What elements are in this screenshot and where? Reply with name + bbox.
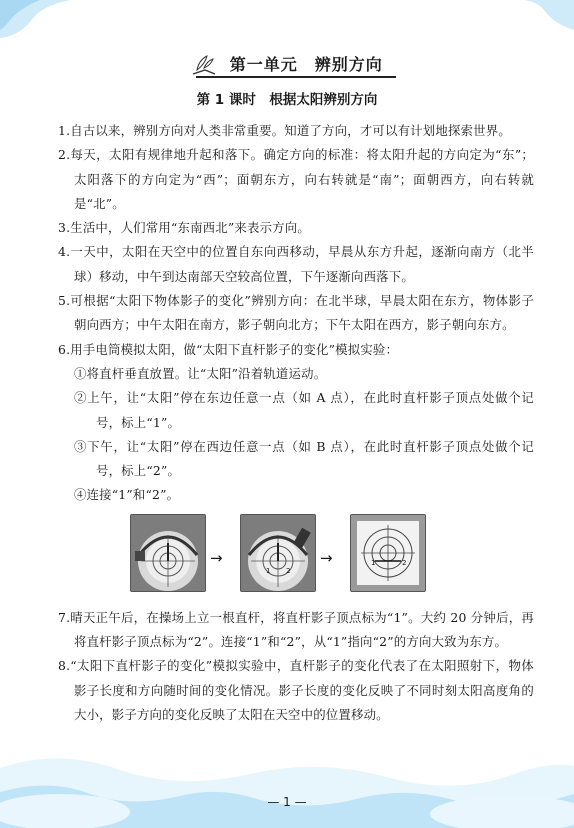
list-item (58, 338, 534, 362)
unit-title-text: 第一单元 辨别方向 (229, 55, 383, 74)
list-item (58, 216, 534, 240)
item-number: 5. (58, 293, 71, 309)
item-number: 6. (58, 341, 71, 357)
step-number: ③ (74, 438, 88, 454)
item-number: 2. (58, 147, 71, 163)
cloud-decoration (0, 708, 574, 828)
main-content (58, 119, 534, 727)
item-number: 1. (58, 123, 71, 138)
step-text: 上午，让“太阳”停在东边任意一点（如 A 点），在此时直杆影子顶点处做个记号，标上“1”。 (87, 390, 534, 430)
item-number: 7. (58, 609, 71, 625)
item-number: 4. (58, 244, 71, 260)
unit-title-underline (196, 76, 396, 78)
experiment-photo-afternoon (240, 514, 316, 592)
step-text: 连接“1”和“2”。 (86, 487, 180, 503)
corner-decoration-top-left (0, 0, 70, 40)
page-number: — 1 — (267, 795, 307, 809)
item-number: 3. (58, 220, 71, 236)
item-text: 可根据“太阳下物体影子的变化”辨别方向：在北半球，早晨太阳在东方，物体影子朝向西方；中午太阳在南方，影子朝向北方；下午太阳在西方，影子朝向东方。 (70, 293, 534, 333)
sub-step (58, 483, 534, 507)
leaf-book-icon (191, 54, 217, 76)
mark-label: 1 (371, 558, 376, 567)
item-text: 自古以来，辨别方向对人类非常重要。知道了方向，才可以有计划地探索世界。 (70, 123, 511, 138)
arrow-icon: → (320, 548, 333, 567)
list-item (58, 606, 534, 655)
list-item (58, 289, 534, 338)
sub-step (58, 386, 534, 435)
step-text: 下午，让“太阳”停在西边任意一点（如 B 点），在此时直杆影子顶点处做个记号，标上“2”。 (87, 438, 534, 479)
mark-label: 1 (266, 566, 271, 575)
item-text: 晴天正午后，在操场上立一根直杆，将直杆影子顶点标为“1”。大约 20 分钟后，再将直杆影子顶点标为“2”。连接“1”和“2”，从“1”指向“2”的方向大致为东方。 (70, 609, 534, 650)
sub-step (58, 362, 534, 386)
step-number: ② (74, 390, 88, 406)
unit-title (0, 52, 574, 76)
item-number: 8. (58, 658, 71, 674)
list-item (58, 119, 534, 143)
list-item (58, 143, 534, 216)
item-text: 用手电筒模拟太阳，做“太阳下直杆影子的变化”模拟实验： (70, 341, 399, 357)
experiment-figures (58, 514, 534, 598)
item-text: 生活中，人们常用“东南西北”来表示方向。 (70, 220, 310, 236)
step-number: ① (74, 365, 87, 381)
experiment-photo-morning (130, 514, 206, 592)
lesson-title: 第 1 课时 根据太阳辨别方向 (196, 92, 378, 108)
list-item (58, 240, 534, 289)
item-text: “太阳下直杆影子的变化”模拟实验中，直杆影子的变化代表了在太阳照射下，物体影子长度和方向随时间的变化情况。影子长度的变化反映了不同时刻太阳高度角的大小，影子方向的变化反映了太阳在天空中的位置移动。 (70, 658, 534, 722)
sub-step (58, 435, 534, 484)
arrow-icon: → (210, 548, 223, 567)
item-text: 一天中，太阳在天空中的位置自东向西移动，早晨从东方升起，逐渐向南方（北半球）移动，中午到达南部天空较高位置，下午逐渐向西落下。 (70, 244, 534, 284)
experiment-photo-result (350, 514, 426, 592)
corner-decoration-top-right (514, 0, 574, 30)
step-text: 将直杆垂直放置。让“太阳”沿着轨道运动。 (86, 365, 327, 381)
mark-label: 2 (286, 566, 291, 575)
step-number: ④ (74, 487, 87, 503)
item-text: 每天，太阳有规律地升起和落下。确定方向的标准：将太阳升起的方向定为“东”；太阳落下的方向定为“西”；面朝东方，向右转就是“南”；面朝西方，向右转就是“北”。 (70, 147, 534, 211)
mark-label: 2 (402, 558, 407, 567)
